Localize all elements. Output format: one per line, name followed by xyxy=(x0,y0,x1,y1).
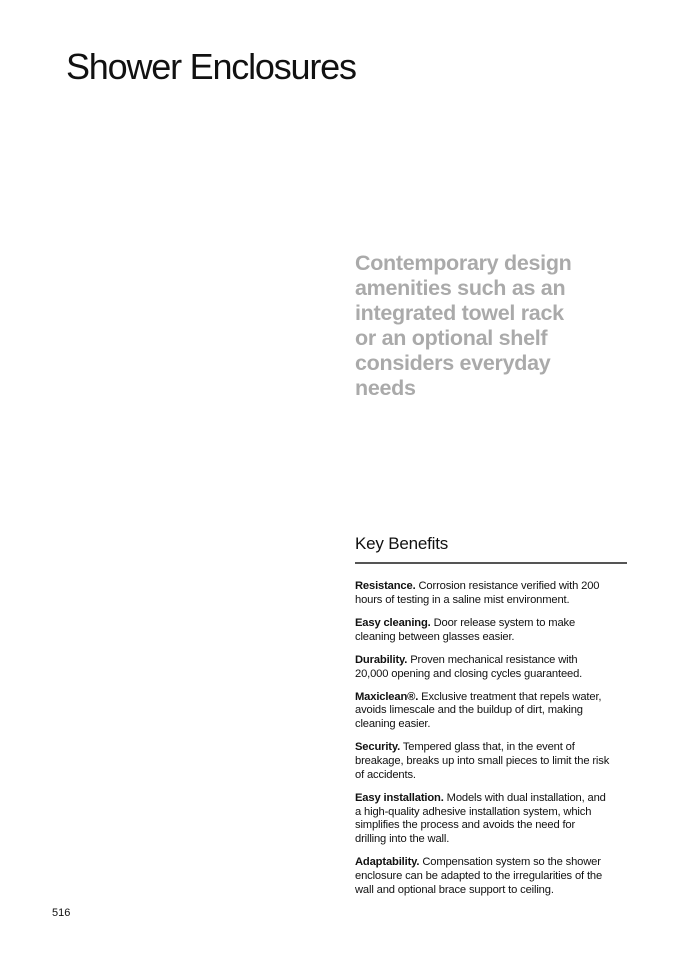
benefit-item-adaptability xyxy=(355,856,627,897)
pull-quote-line: Contemporary design xyxy=(355,251,572,275)
benefit-line xyxy=(355,691,627,705)
benefit-text: Proven mechanical resistance with xyxy=(407,653,578,666)
benefit-line xyxy=(355,856,627,870)
benefit-term: Easy installation. xyxy=(355,791,444,804)
benefit-line: of accidents. xyxy=(355,768,416,781)
benefit-item-easy-installation xyxy=(355,792,627,847)
benefit-line: wall and optional brace support to ceiling. xyxy=(355,883,554,896)
benefit-item-resistance xyxy=(355,580,627,607)
benefit-term: Easy cleaning. xyxy=(355,616,431,629)
benefit-line xyxy=(355,741,627,755)
pull-quote-line: integrated towel rack xyxy=(355,301,564,325)
benefit-list xyxy=(355,580,627,897)
benefit-term: Resistance. xyxy=(355,580,416,592)
section-divider xyxy=(355,562,627,564)
benefit-line: enclosure can be adapted to the irregularities of the xyxy=(355,869,603,882)
benefit-line: cleaning easier. xyxy=(355,718,431,731)
benefit-line xyxy=(355,617,627,631)
benefit-line: drilling into the wall. xyxy=(355,833,450,846)
benefit-line xyxy=(355,580,627,594)
benefit-term: Maxiclean®. xyxy=(355,690,419,703)
benefit-term: Durability. xyxy=(355,653,408,666)
key-benefits-section xyxy=(355,533,627,907)
pull-quote-line: needs xyxy=(355,376,416,400)
benefit-text: Corrosion resistance verified with 200 xyxy=(415,580,600,592)
benefit-item-easy-cleaning xyxy=(355,617,627,644)
benefit-line xyxy=(355,654,627,668)
benefit-line: avoids limescale and the buildup of dirt, making xyxy=(355,704,583,717)
benefit-text: Exclusive treatment that repels water, xyxy=(418,690,602,703)
benefit-line xyxy=(355,792,627,806)
benefit-term: Adaptability. xyxy=(355,856,420,869)
pull-quote-line: amenities such as an xyxy=(355,276,566,300)
benefit-item-maxiclean xyxy=(355,691,627,732)
key-benefits-heading: Key Benefits xyxy=(355,534,449,553)
benefit-line: a high-quality adhesive installation system, which xyxy=(355,805,592,818)
benefit-line: breakage, breaks up into small pieces to limit the risk xyxy=(355,755,610,768)
pull-quote-line: or an optional shelf xyxy=(355,326,548,350)
benefit-item-security xyxy=(355,741,627,782)
benefit-line: hours of testing in a saline mist environment. xyxy=(355,593,570,606)
benefit-text: Door release system to make xyxy=(430,616,576,629)
benefit-item-durability xyxy=(355,654,627,681)
benefit-line: cleaning between glasses easier. xyxy=(355,630,515,643)
benefit-line: simplifies the process and avoids the need for xyxy=(355,819,576,832)
benefit-line: 20,000 opening and closing cycles guaranteed. xyxy=(355,667,583,680)
benefit-text: Compensation system so the shower xyxy=(419,856,601,869)
pull-quote-line: considers everyday xyxy=(355,351,551,375)
page-number: 516 xyxy=(52,907,71,919)
benefit-text: Tempered glass that, in the event of xyxy=(400,741,575,754)
pull-quote xyxy=(355,251,615,401)
benefit-term: Security. xyxy=(355,741,401,754)
benefit-text: Models with dual installation, and xyxy=(443,791,606,804)
page-title: Shower Enclosures xyxy=(66,46,356,87)
